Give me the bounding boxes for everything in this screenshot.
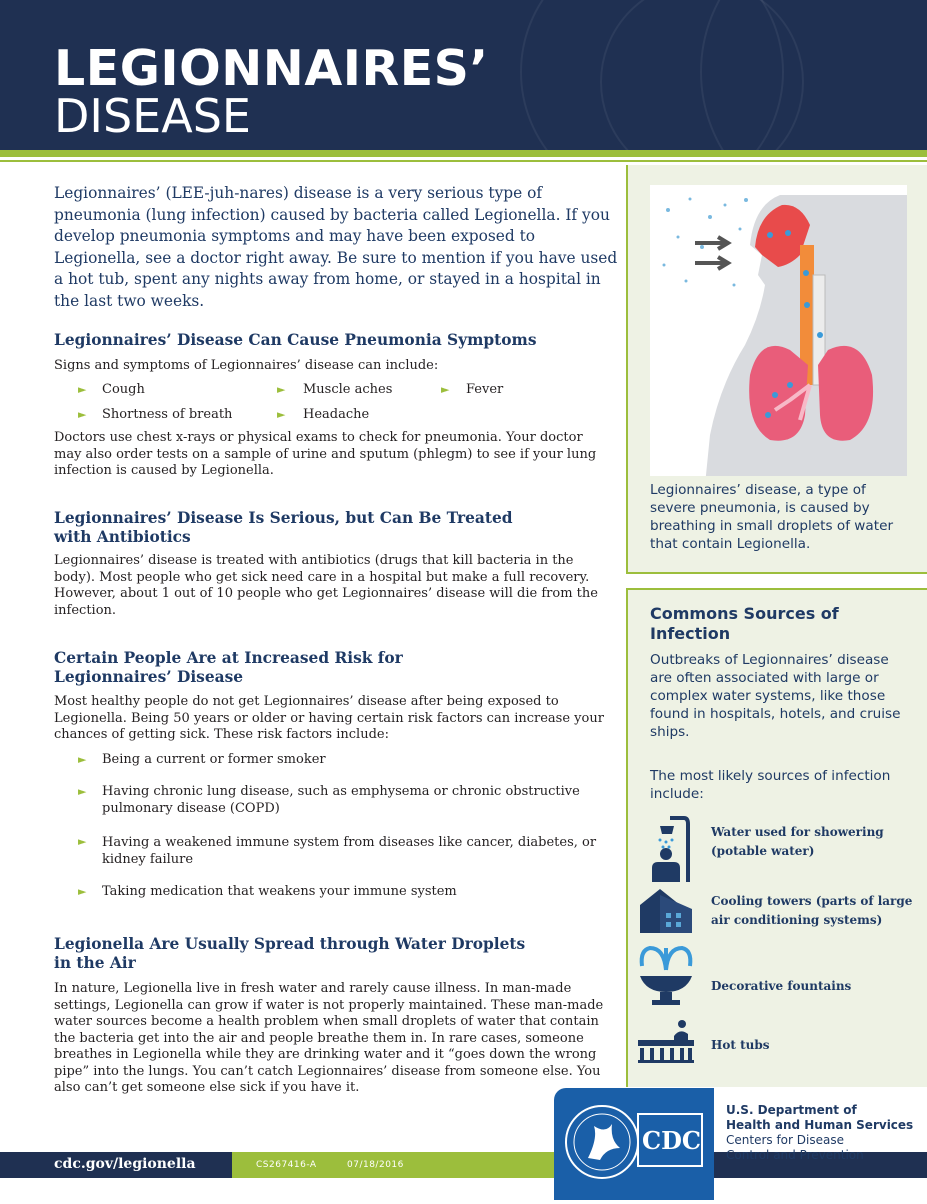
bullet-icon: ► — [277, 408, 286, 421]
header-rule-thin — [0, 160, 927, 162]
lungs-illustration — [650, 185, 907, 476]
hot-tub-icon — [636, 1018, 696, 1068]
footer-url-link[interactable]: cdc.gov/legionella — [54, 1156, 196, 1172]
logo-panel — [554, 1088, 714, 1200]
header-rule — [0, 150, 927, 157]
page-title-line1: LEGIONNAIRES’ — [54, 40, 489, 97]
sources-para1: Outbreaks of Legionnaires’ disease are often associated with large or complex water systems, like those found in hospitals, hotels, and cruise ships. — [650, 652, 901, 740]
bullet-icon: ► — [78, 408, 87, 421]
spread-text: In nature, Legionella live in fresh water and rarely cause illness. In man-made settings, Legionella can grow if water is not properly maintained. These man-made water sources become a health problem when small droplets of water that contain the bacteria get into the air and people breathe them in. In rare cases, someone breathes in Legionella while they are drinking water and it “goes down the wrong pipe” into the lungs. You can’t catch Legionnaires’ disease from someone else. You also can’t get someone else sick if you have it. — [54, 981, 604, 1095]
symptom-item: Headache — [303, 407, 370, 422]
risk-item: Being a current or former smoker — [102, 752, 326, 767]
cdc-line2: Control and Prevention — [726, 1148, 864, 1162]
serious-text: Legionnaires’ disease is treated with antibiotics (drugs that kill bacteria in the body). Most people who get sick need care in a hospital but make a full recovery. However, about 1 out of 10 people who get Legionnaires’ disease will die from the infection. — [54, 553, 598, 618]
symptoms-heading: Legionnaires’ Disease Can Cause Pneumonia Symptoms — [54, 331, 537, 349]
bullet-icon: ► — [78, 753, 87, 766]
cooling-tower-icon — [636, 885, 696, 939]
intro-paragraph: Legionnaires’ (LEE-juh-nares) disease is a very serious type of pneumonia (lung infection) caused by bacteria called Legionella. If you develop pneumonia symptoms and may have been exposed to Legionella, see a doctor right away. Be sure to mention if you have used a hot tub, spent any nights away from home, or stayed in a hospital in the last two weeks. — [54, 184, 618, 310]
document-code: CS267416-A — [256, 1160, 317, 1170]
illustration-caption: Legionnaires’ disease, a type of severe pneumonia, is caused by breathing in small droplets of water that contain Legionella. — [650, 482, 894, 552]
bullet-icon: ► — [78, 835, 87, 848]
symptom-item: Shortness of breath — [102, 407, 233, 422]
source-label: Cooling towers (parts of large air conditioning systems) — [711, 894, 913, 927]
bullet-icon: ► — [441, 383, 450, 396]
risk-text: Most healthy people do not get Legionnaires’ disease after being exposed to Legionella. Being 50 years or older or having certain risk factors can increase your chances of getting sick. These risk factors include: — [54, 694, 604, 742]
shower-icon — [636, 812, 692, 886]
hhs-line1: U.S. Department of — [726, 1103, 857, 1117]
symptoms-followup: Doctors use chest x-rays or physical exams to check for pneumonia. Your doctor may also order tests on a sample of urine and sputum (phlegm) to see if your lung infection is caused by Legionella. — [54, 430, 597, 478]
risk-item: Having a weakened immune system from diseases like cancer, diabetes, or kidney failure — [102, 835, 597, 867]
symptom-item: Fever — [466, 382, 504, 397]
source-label: Hot tubs — [711, 1038, 770, 1052]
bullet-icon: ► — [78, 885, 87, 898]
symptoms-lead: Signs and symptoms of Legionnaires’ disease can include: — [54, 358, 439, 373]
source-label: Decorative fountains — [711, 979, 852, 993]
hhs-line2: Health and Human Services — [726, 1118, 914, 1132]
cdc-line1: Centers for Disease — [726, 1133, 844, 1147]
document-date: 07/18/2016 — [347, 1160, 404, 1170]
risk-item: Taking medication that weakens your immune system — [102, 884, 457, 899]
bullet-icon: ► — [78, 785, 87, 798]
symptom-item: Muscle aches — [303, 382, 393, 397]
sources-para2: The most likely sources of infection include: — [650, 768, 891, 802]
source-label: Water used for showering (potable water) — [711, 825, 884, 858]
hhs-credit — [726, 1103, 913, 1163]
spread-heading: Legionella Are Usually Spread through Water Droplets in the Air — [54, 935, 526, 972]
risk-item: Having chronic lung disease, such as emphysema or chronic obstructive pulmonary disease (COPD) — [102, 784, 580, 816]
page-title-line2: DISEASE — [54, 89, 251, 143]
serious-heading: Legionnaires’ Disease Is Serious, but Can Be Treated with Antibiotics — [54, 509, 513, 546]
fountain-icon — [636, 940, 696, 1010]
risk-heading: Certain People Are at Increased Risk for Legionnaires’ Disease — [54, 649, 403, 686]
sources-heading: Commons Sources of Infection — [650, 604, 839, 643]
bullet-icon: ► — [78, 383, 87, 396]
bullet-icon: ► — [277, 383, 286, 396]
symptom-item: Cough — [102, 382, 145, 397]
breathing-droplets-illustration — [650, 185, 907, 476]
cdc-logo: CDC — [642, 1126, 702, 1155]
